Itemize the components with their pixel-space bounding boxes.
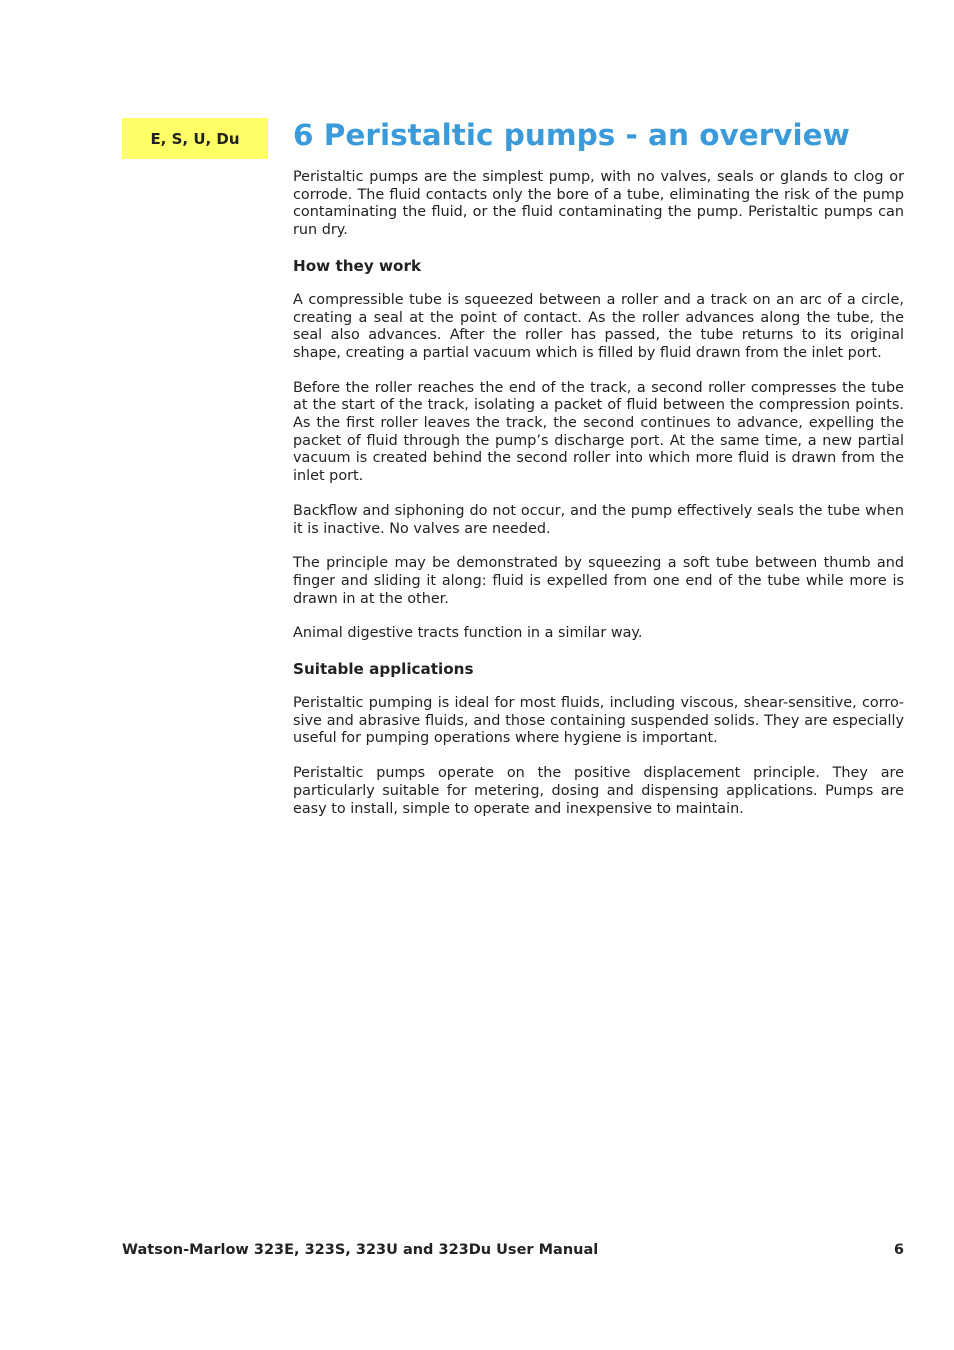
paragraph: The principle may be demonstrated by squeezing a soft tube between thumb and finger and sliding it along: fluid is expelled from one end of the tube while more is drawn in at the other.	[293, 555, 904, 607]
section-heading-how-they-work: How they work	[293, 256, 422, 275]
page-title: 6 Peristaltic pumps - an overview	[293, 118, 850, 152]
paragraph: Animal digestive tracts function in a similar way.	[293, 625, 643, 642]
paragraph: Backflow and siphoning do not occur, and the pump effectively seals the tube when it is inactive. No valves are needed.	[293, 502, 904, 537]
paragraph: Peristaltic pumping is ideal for most fluids, including viscous, shear-sensitive, corrosive and abrasive fluids, and those containing suspended solids. They are especially useful for pumping operations where hygiene is important.	[293, 695, 904, 747]
paragraph: A compressible tube is squeezed between a roller and a track on an arc of a circle, creating a seal at the point of contact. As the roller advances along the tube, the seal also advances. After the roller has passed, the tube returns to its original shape, creating a partial vacuum which is filled by fluid drawn from the inlet port.	[293, 291, 904, 361]
paragraph: Before the roller reaches the end of the track, a second roller compresses the tube at the start of the track, isolating a packet of fluid between the compression points. As the first roller leaves the track, the second continues to advance, expelling the packet of fluid through the pump’s discharge port. At the same time, a new partial vacuum is created behind the second roller into which more fluid is drawn from the inlet port.	[293, 379, 904, 485]
model-tag: E, S, U, Du	[122, 118, 268, 159]
main-content	[293, 114, 904, 835]
paragraph: Peristaltic pumps operate on the positive displacement principle. They are particularly suitable for metering, dosing and dispensing applications. Pumps are easy to install, simple to operate and inexpensive to maintain.	[293, 765, 904, 817]
page-footer	[122, 1240, 904, 1260]
section-heading-suitable-applications: Suitable applications	[293, 660, 474, 679]
page-number: 6	[893, 1242, 904, 1258]
footer-manual-title: Watson-Marlow 323E, 323S, 323U and 323Du User Manual	[122, 1242, 599, 1258]
intro-paragraph: Peristaltic pumps are the simplest pump, with no valves, seals or glands to clog or corrode. The fluid contacts only the bore of a tube, eliminating the risk of the pump contaminating the fluid, or the fluid contaminating the pump. Peristaltic pumps can run dry.	[293, 169, 904, 239]
